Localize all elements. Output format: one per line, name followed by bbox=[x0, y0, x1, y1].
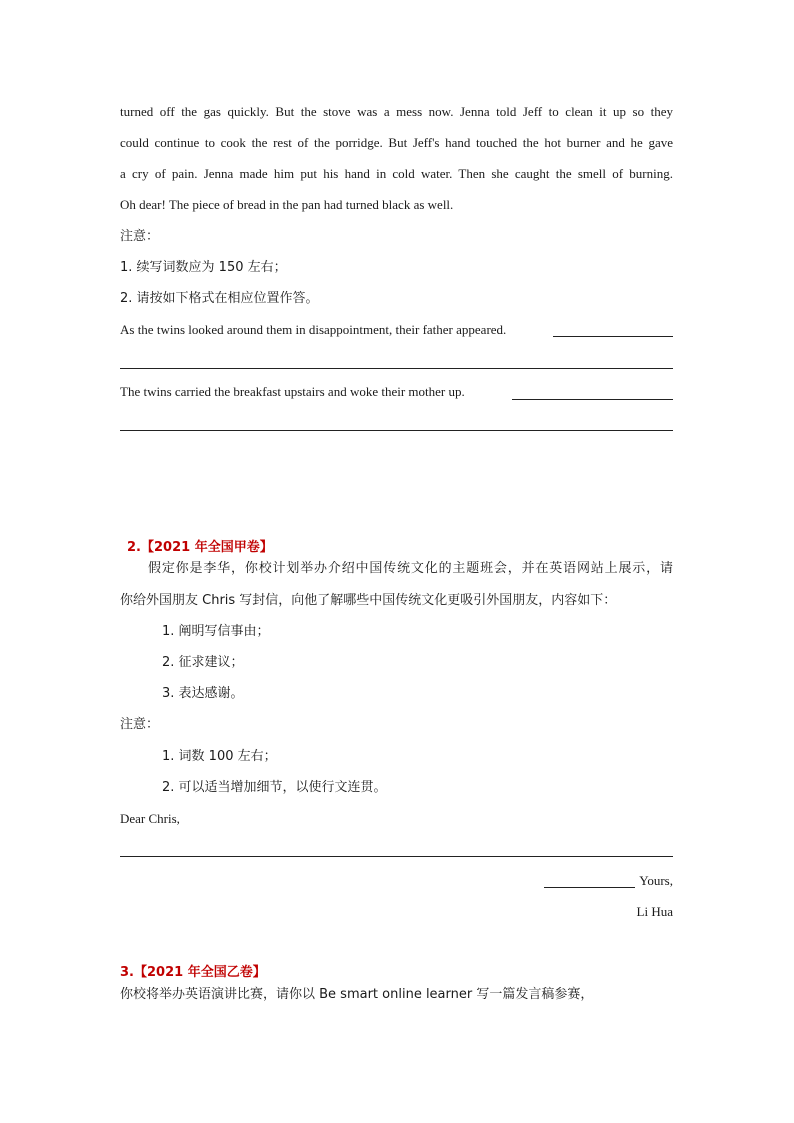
q2-item-2: 2. 征求建议； bbox=[162, 655, 244, 670]
q1-prompt-1: As the twins looked around them in disappointment, their father appeared. bbox=[120, 322, 507, 337]
passage-line: Oh dear! The piece of bread in the pan had turned black as well. bbox=[120, 197, 454, 212]
passage-line: could continue to cook the rest of the porridge. But Jeff's hand touched the hot burner and he gave bbox=[120, 135, 673, 150]
q1-notes-label: 注意： bbox=[120, 229, 160, 244]
passage-line: turned off the gas quickly. But the stove was a mess now. Jenna told Jeff to clean it up so they bbox=[120, 104, 673, 119]
q2-item-1: 1. 阐明写信事由； bbox=[162, 624, 270, 639]
q3-heading: 3.【2021 年全国乙卷】 bbox=[120, 965, 266, 980]
q2-notes-label: 注意： bbox=[120, 717, 160, 732]
answer-blank[interactable] bbox=[512, 399, 673, 400]
q2-item-3: 3. 表达感谢。 bbox=[162, 686, 244, 701]
answer-line[interactable] bbox=[120, 856, 673, 857]
q3-intro: 你校将举办英语演讲比赛，请你以 Be smart online learner 写一篇发言稿参赛， bbox=[120, 987, 594, 1002]
q1-note-1: 1. 续写词数应为 150 左右； bbox=[120, 260, 287, 275]
q1-prompt-2: The twins carried the breakfast upstairs and woke their mother up. bbox=[120, 384, 465, 399]
q2-note-2: 2. 可以适当增加细节，以使行文连贯。 bbox=[162, 780, 387, 795]
q1-note-2: 2. 请按如下格式在相应位置作答。 bbox=[120, 291, 319, 306]
q2-note-1: 1. 词数 100 左右； bbox=[162, 749, 277, 764]
passage-line: a cry of pain. Jenna made him put his hand in cold water. Then she caught the smell of burning. bbox=[120, 166, 673, 181]
answer-line[interactable] bbox=[120, 430, 673, 431]
answer-line[interactable] bbox=[120, 368, 673, 369]
answer-blank[interactable] bbox=[553, 336, 673, 337]
q2-salutation: Dear Chris, bbox=[120, 811, 180, 826]
q2-heading: 2.【2021 年全国甲卷】 bbox=[127, 540, 273, 555]
q2-closing: Yours, bbox=[639, 873, 673, 888]
q2-signature: Li Hua bbox=[636, 904, 673, 919]
q2-intro-line: 你给外国朋友 Chris 写封信，向他了解哪些中国传统文化更吸引外国朋友，内容如下： bbox=[120, 593, 617, 608]
q2-intro-line: 假定你是李华，你校计划举办介绍中国传统文化的主题班会，并在英语网站上展示，请 bbox=[148, 561, 673, 576]
